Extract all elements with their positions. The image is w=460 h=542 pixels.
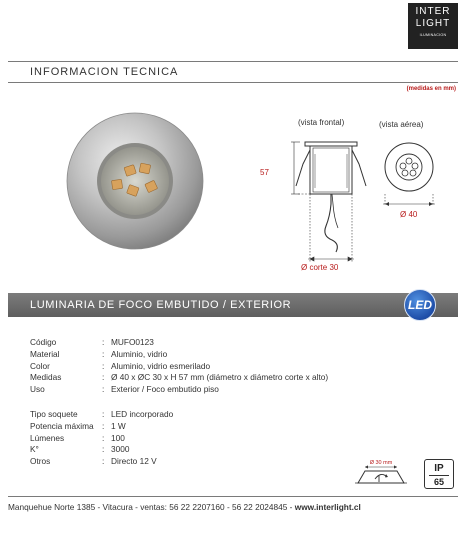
cut-icon-label: Ø 30 mm bbox=[369, 460, 393, 466]
brand-logo-line1: INTER bbox=[415, 6, 451, 17]
spec-value: 3000 bbox=[111, 444, 130, 455]
spec-separator: : bbox=[102, 456, 105, 467]
product-title: LUMINARIA DE FOCO EMBUTIDO / EXTERIOR bbox=[30, 299, 292, 311]
section-title: INFORMACION TECNICA bbox=[30, 66, 179, 78]
ip-value: 65 bbox=[429, 475, 449, 489]
product-photo bbox=[66, 112, 204, 250]
spec-separator: : bbox=[102, 444, 105, 455]
aerial-view-label: (vista aérea) bbox=[379, 120, 424, 129]
spec-key: Medidas bbox=[30, 372, 62, 383]
divider-footer bbox=[8, 496, 458, 497]
divider-section bbox=[8, 82, 458, 83]
specs-main bbox=[30, 337, 328, 396]
cut-diameter-dimension: Ø corte 30 bbox=[301, 263, 339, 272]
spec-value: Ø 40 x ØC 30 x H 57 mm (diámetro x diámetro corte x alto) bbox=[111, 372, 329, 383]
brand-logo-line3: ILUMINACION bbox=[419, 33, 447, 37]
spec-row bbox=[30, 372, 328, 384]
height-dimension: 57 bbox=[260, 168, 269, 177]
divider-top bbox=[8, 61, 458, 62]
spec-row bbox=[30, 409, 173, 421]
spec-value: Aluminio, vidrio bbox=[111, 348, 168, 359]
spec-row bbox=[30, 456, 173, 468]
spec-separator: : bbox=[102, 420, 105, 431]
ip-label: IP bbox=[434, 463, 444, 474]
spec-row bbox=[30, 361, 328, 373]
footer bbox=[8, 502, 361, 512]
ip-rating-badge bbox=[424, 459, 454, 489]
spec-separator: : bbox=[102, 432, 105, 443]
spec-key: Uso bbox=[30, 384, 45, 395]
spec-separator: : bbox=[102, 337, 105, 347]
spec-key: Potencia máxima bbox=[30, 420, 94, 431]
spec-separator: : bbox=[102, 348, 105, 359]
led-badge: LED bbox=[404, 289, 436, 321]
spec-separator: : bbox=[102, 384, 105, 395]
front-view-label: (vista frontal) bbox=[298, 118, 345, 127]
spec-separator: : bbox=[102, 360, 105, 371]
specs-tech bbox=[30, 409, 173, 468]
spec-value: 100 bbox=[111, 432, 125, 443]
installation-cut-icon bbox=[355, 457, 410, 495]
footer-website-link[interactable]: www.interlight.cl bbox=[294, 502, 361, 512]
spec-row bbox=[30, 444, 173, 456]
units-note: (medidas en mm) bbox=[406, 86, 456, 92]
spec-value: Directo 12 V bbox=[111, 456, 157, 467]
spec-key: Otros bbox=[30, 456, 51, 467]
spec-row bbox=[30, 433, 173, 445]
spec-row bbox=[30, 384, 328, 396]
spec-key: Color bbox=[30, 360, 50, 371]
footer-address: Manquehue Norte 1385 - Vitacura - ventas: 56 22 2207160 - 56 22 2024845 - bbox=[8, 502, 295, 512]
product-title-band bbox=[8, 293, 458, 317]
technical-drawing bbox=[266, 134, 446, 264]
brand-logo bbox=[408, 3, 458, 49]
spec-separator: : bbox=[102, 372, 105, 383]
spec-value: Aluminio, vidrio esmerilado bbox=[111, 360, 211, 371]
spec-value: LED incorporado bbox=[111, 409, 174, 419]
spec-value: Exterior / Foco embutido piso bbox=[111, 384, 219, 395]
spec-key: Tipo soquete bbox=[30, 409, 78, 419]
spec-row bbox=[30, 421, 173, 433]
spec-key: Lúmenes bbox=[30, 432, 65, 443]
spec-key: Material bbox=[30, 348, 60, 359]
brand-logo-line2: LIGHT bbox=[415, 18, 451, 29]
spec-key: Código bbox=[30, 337, 57, 347]
spec-row bbox=[30, 349, 328, 361]
spec-separator: : bbox=[102, 409, 105, 419]
spec-value: MUFO0123 bbox=[111, 337, 154, 347]
spec-row bbox=[30, 337, 328, 349]
diameter-dimension: Ø 40 bbox=[400, 210, 418, 219]
spec-value: 1 W bbox=[111, 420, 126, 431]
spec-key: K° bbox=[30, 444, 39, 455]
